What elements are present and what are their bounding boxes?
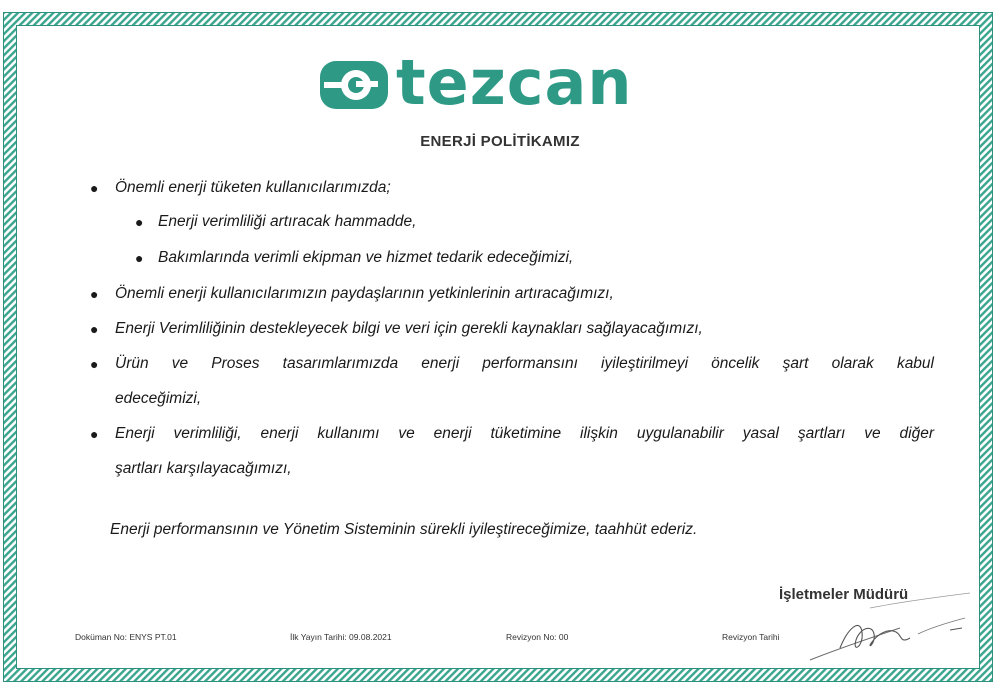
signatory-title: İşletmeler Müdürü (779, 586, 909, 603)
footer-revision-number: Revizyon No: 00 (506, 632, 569, 642)
policy-item: Enerji Verimliliğinin destekleyecek bilgi ve veri için gerekli kaynakları sağlayacağımızı, (115, 320, 703, 337)
signature (800, 588, 980, 673)
bullet-icon: ● (135, 214, 144, 230)
bullet-icon: ● (90, 356, 99, 372)
policy-subitem: Enerji verimliliği artıracak hammadde, (158, 213, 417, 230)
policy-subitem: Bakımlarında verimli ekipman ve hizmet tedarik edeceğimizi, (158, 249, 574, 266)
brand-wordmark: tezcan (396, 46, 633, 119)
policy-item: Ürün ve Proses tasarımlarımızda enerji performansını iyileştirilmeyi öncelik şart olarak kabul (115, 355, 934, 372)
policy-item-continuation: şartları karşılayacağımızı, (115, 460, 292, 477)
brand-logo (318, 46, 688, 119)
policy-item: Önemli enerji tüketen kullanıcılarımızda; (115, 179, 391, 196)
bullet-icon: ● (90, 180, 99, 196)
bullet-icon: ● (90, 286, 99, 302)
closing-statement: Enerji performansının ve Yönetim Sisteminin sürekli iyileştireceğimize, taahhüt ederiz. (110, 521, 698, 538)
bullet-icon: ● (90, 321, 99, 337)
brand-mark-icon (318, 59, 390, 111)
bullet-icon: ● (90, 426, 99, 442)
document-title: ENERJİ POLİTİKAMIZ (420, 133, 580, 150)
bullet-icon: ● (135, 250, 144, 266)
footer-revision-date: Revizyon Tarihi (722, 632, 780, 642)
policy-item-continuation: edeceğimizi, (115, 390, 202, 407)
footer-document-number: Doküman No: ENYS PT.01 (75, 632, 177, 642)
policy-item: Önemli enerji kullanıcılarımızın paydaşlarının yetkinlerinin artıracağımızı, (115, 285, 614, 302)
policy-item: Enerji verimliliği, enerji kullanımı ve enerji tüketimine ilişkin uygulanabilir yasal şartları ve diğer (115, 425, 934, 442)
footer-publish-date: İlk Yayın Tarihi: 09.08.2021 (290, 632, 392, 642)
